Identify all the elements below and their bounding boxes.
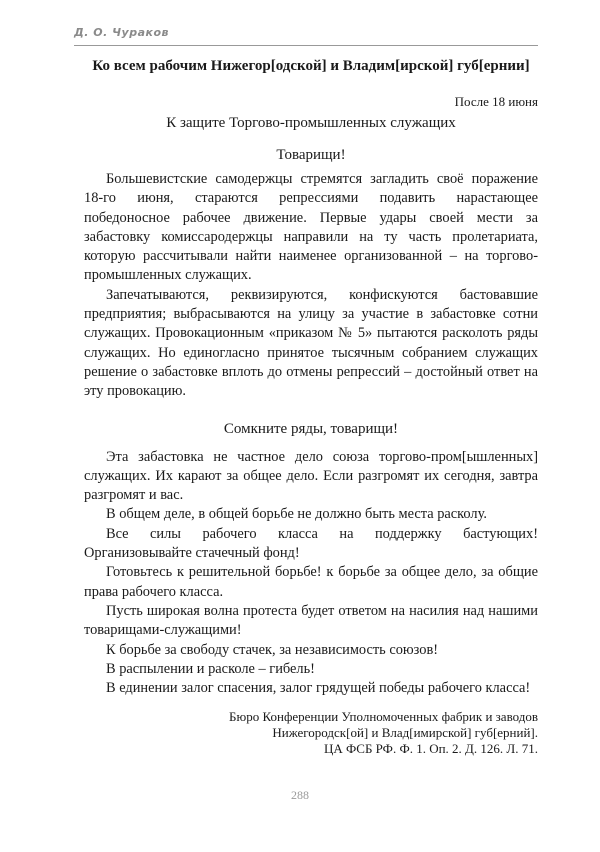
running-head: Д. О. Чураков: [74, 26, 170, 39]
slogan-heading: Сомкните ряды, товарищи!: [223, 420, 399, 437]
document-subtitle: К защите Торгово-промышленных служащих: [166, 115, 456, 131]
paragraph: Эта забастовка не частное дело союза торгово-пром[ышленных] служащих. Их карают за общее дело. Если разгромят их сегодня, завтра разгромят и вас.: [84, 448, 538, 504]
paragraph: К борьбе за свободу стачек, за независимость союзов!: [106, 641, 439, 658]
document-title: Ко всем рабочим Нижегор[одской] и Владим[ирской] губ[ернии]: [92, 58, 530, 74]
paragraph: В общем деле, в общей борьбе не должно быть места расколу.: [106, 506, 487, 523]
document-body: [84, 55, 538, 757]
paragraph: В распылении и расколе – гибель!: [106, 660, 315, 677]
signature-line: Бюро Конференции Уполномоченных фабрик и заводов: [229, 709, 538, 725]
paragraph: Большевистские самодержцы стремятся загладить своё поражение 18-го июня, стараются репрессиями подавить нарастающее победоносное рабочее движение. Первые удары своей мести за забастовку комиссародержцы направили на ту часть пролетариата, которую рассчитывали найти наименее организованной – на торгово-промышленных служащих.: [84, 171, 538, 284]
paragraph: В единении залог спасения, залог грядущей победы рабочего класса!: [106, 680, 531, 697]
signature-block: [84, 709, 538, 757]
page-number: 288: [291, 788, 309, 802]
signature-line: Нижегородск[ой] и Влад[имирской] губ[ерний].: [272, 725, 538, 741]
salutation: Товарищи!: [276, 147, 346, 163]
header-rule: [74, 45, 538, 46]
paragraph: Пусть широкая волна протеста будет ответом на насилия над нашими товарищами-служащими!: [84, 602, 538, 639]
archive-reference: ЦА ФСБ РФ. Ф. 1. Оп. 2. Д. 126. Л. 71.: [323, 741, 538, 757]
document-date: После 18 июня: [454, 94, 538, 109]
paragraph: Запечатываются, реквизируются, конфискуются бастовавшие предприятия; выбрасываются на улицу за участие в забастовке сотни служащих. Провокационным «приказом № 5» пытаются расколоть ряды служащих. Но единогласно принятое тысячным собранием служащих решение о забастовке вплоть до отмены репрессий – достойный ответ на эту провокацию.: [84, 286, 538, 400]
paragraph: Готовьтесь к решительной борьбе! к борьбе за общее дело, за общие права рабочего класса.: [84, 564, 538, 600]
paragraph: Все силы рабочего класса на поддержку бастующих! Организовывайте стачечный фонд!: [84, 525, 538, 562]
